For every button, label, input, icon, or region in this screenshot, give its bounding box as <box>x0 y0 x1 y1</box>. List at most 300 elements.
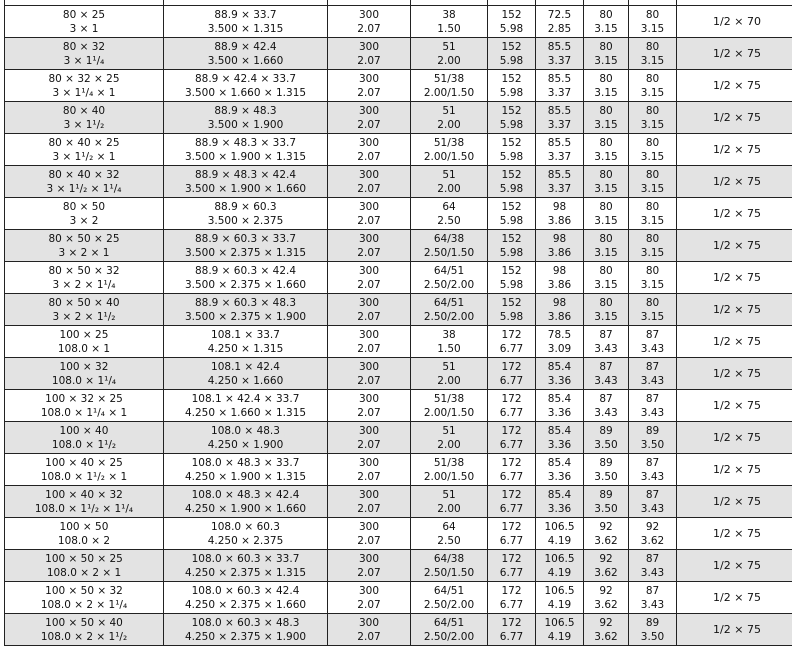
dimension-a-cell <box>536 262 584 294</box>
pressure-cell <box>328 518 411 550</box>
cell-value: 3.43 <box>640 470 665 483</box>
cell-value: 1/2 × 75 <box>713 142 761 156</box>
cell-value: 6.77 <box>499 534 524 547</box>
dimension-a-cell <box>536 38 584 70</box>
cell-value: 6.77 <box>499 342 524 355</box>
cell-value: 6.77 <box>499 438 524 451</box>
cell-value: 51/38 <box>433 456 465 469</box>
cell-value: 89 <box>599 424 613 437</box>
cell-value: 2.07 <box>357 214 381 227</box>
cell-value: 2.07 <box>357 246 381 259</box>
cell-value: 2.00 <box>437 438 461 451</box>
pressure-cell <box>328 262 411 294</box>
cell-value: 1/2 × 75 <box>713 398 761 412</box>
cell-value: 85.4 <box>547 488 572 501</box>
dimension-b-cell <box>584 6 629 38</box>
cell-value: 1/2 × 75 <box>713 78 761 92</box>
cell-value: 300 <box>358 40 380 53</box>
cell-value: 2.07 <box>357 598 381 611</box>
cell-value: 300 <box>358 424 380 437</box>
cell-value: 2.07 <box>357 118 381 131</box>
cell-value: 85.5 <box>547 40 572 53</box>
cell-value: 92 <box>645 520 660 533</box>
cell-value: 2.07 <box>357 342 381 355</box>
cell-value: 3.43 <box>640 342 665 355</box>
nominal-size-cell <box>5 518 164 550</box>
table-row <box>5 326 792 358</box>
cell-value: 3 × 1¹/₂ × 1¹/₄ <box>46 182 122 195</box>
cell-value: 98 <box>552 264 567 277</box>
cell-value: 2.50/1.50 <box>423 566 475 579</box>
cell-value: 1/2 × 75 <box>713 622 761 636</box>
thickness-cell <box>411 582 488 614</box>
outside-diameter-cell <box>164 230 328 262</box>
pressure-cell <box>328 38 411 70</box>
bolt-size-cell <box>677 134 792 166</box>
cell-value: 64 <box>442 520 456 533</box>
nominal-size-cell <box>5 6 164 38</box>
thickness-cell <box>411 358 488 390</box>
cell-value: 2.07 <box>357 566 381 579</box>
thickness-cell <box>411 166 488 198</box>
cell-value: 88.9 × 33.7 <box>214 8 277 21</box>
cell-value: 80 <box>599 232 613 245</box>
cell-value: 80 <box>645 200 660 213</box>
cell-value: 6.77 <box>499 566 524 579</box>
cell-value: 3.43 <box>640 502 665 515</box>
cell-value: 100 × 32 × 25 <box>45 392 123 405</box>
cell-value: 172 <box>501 616 522 629</box>
cell-value: 88.9 × 60.3 <box>214 200 277 213</box>
cell-value: 2.00 <box>437 374 461 387</box>
pressure-cell <box>328 326 411 358</box>
cell-value: 3.86 <box>547 278 572 291</box>
cell-value: 4.19 <box>547 630 572 643</box>
cell-value: 100 × 50 × 32 <box>45 584 123 597</box>
length-cell <box>488 70 536 102</box>
bolt-size-cell <box>677 166 792 198</box>
length-cell <box>488 134 536 166</box>
cell-value: 3.15 <box>594 246 618 259</box>
cell-value: 3.37 <box>547 54 572 67</box>
cell-value: 88.9 × 42.4 × 33.7 <box>194 72 297 85</box>
cell-value: 2.00/1.50 <box>423 470 475 483</box>
cell-value: 5.98 <box>499 278 524 291</box>
bolt-size-cell <box>677 614 792 646</box>
cell-value: 80 <box>645 104 660 117</box>
cell-value: 100 × 40 × 32 <box>45 488 123 501</box>
thickness-cell <box>411 70 488 102</box>
cell-value: 4.19 <box>547 534 572 547</box>
cell-value: 3.500 × 1.900 × 1.660 <box>184 182 307 195</box>
cell-value: 3 × 1 <box>69 22 99 35</box>
cell-value: 172 <box>501 360 522 373</box>
cell-value: 3.36 <box>547 470 572 483</box>
cell-value: 2.07 <box>357 54 381 67</box>
cell-value: 80 × 40 <box>62 104 106 117</box>
length-cell <box>488 550 536 582</box>
pressure-cell <box>328 358 411 390</box>
cell-value: 3.15 <box>594 310 618 323</box>
cell-value: 300 <box>358 264 380 277</box>
nominal-size-cell <box>5 422 164 454</box>
cell-value: 80 <box>599 200 613 213</box>
cell-value: 172 <box>501 328 522 341</box>
cell-value: 3.500 × 2.375 × 1.315 <box>184 246 307 259</box>
cell-value: 1/2 × 75 <box>713 590 761 604</box>
cell-value: 80 <box>599 40 613 53</box>
length-cell <box>488 486 536 518</box>
length-cell <box>488 102 536 134</box>
cell-value: 72.5 <box>547 8 572 21</box>
cell-value: 6.77 <box>499 502 524 515</box>
dimension-a-cell <box>536 582 584 614</box>
cell-value: 51 <box>442 424 456 437</box>
cell-value: 2.50/2.00 <box>423 598 475 611</box>
cell-value: 108.1 × 33.7 <box>211 328 280 341</box>
cell-value: 2.07 <box>357 502 381 515</box>
dimension-c-cell <box>629 102 677 134</box>
cell-value: 108.0 × 60.3 × 42.4 <box>191 584 300 597</box>
cell-value: 64/51 <box>433 616 465 629</box>
cell-value: 300 <box>358 136 380 149</box>
table-row <box>5 102 792 134</box>
table-row <box>5 422 792 454</box>
cell-value: 5.98 <box>499 150 524 163</box>
cell-value: 85.4 <box>547 424 572 437</box>
cell-value: 51 <box>442 488 456 501</box>
length-cell <box>488 614 536 646</box>
length-cell <box>488 166 536 198</box>
dimension-a-cell <box>536 614 584 646</box>
cell-value: 3.43 <box>640 406 665 419</box>
dimension-b-cell <box>584 294 629 326</box>
cell-value: 3.15 <box>640 310 665 323</box>
outside-diameter-cell <box>164 134 328 166</box>
cell-value: 64/51 <box>433 296 465 309</box>
cell-value: 64/38 <box>433 552 465 565</box>
nominal-size-cell <box>5 134 164 166</box>
cell-value: 108.0 × 1¹/₂ <box>51 438 117 451</box>
dimension-a-cell <box>536 6 584 38</box>
table-row <box>5 358 792 390</box>
cell-value: 3.62 <box>594 630 618 643</box>
cell-value: 108.0 × 60.3 × 33.7 <box>191 552 300 565</box>
cell-value: 3.15 <box>640 150 665 163</box>
cell-value: 51 <box>442 360 456 373</box>
cell-value: 80 <box>599 296 613 309</box>
cell-value: 3.62 <box>594 534 618 547</box>
cell-value: 152 <box>501 168 522 181</box>
cell-value: 108.0 × 48.3 <box>211 424 280 437</box>
thickness-cell <box>411 614 488 646</box>
cell-value: 152 <box>501 40 522 53</box>
cell-value: 1/2 × 75 <box>713 334 761 348</box>
cell-value: 92 <box>599 584 613 597</box>
outside-diameter-cell <box>164 102 328 134</box>
cell-value: 80 <box>599 264 613 277</box>
length-cell <box>488 390 536 422</box>
cell-value: 1.50 <box>437 342 461 355</box>
outside-diameter-cell <box>164 38 328 70</box>
length-cell <box>488 6 536 38</box>
cell-value: 108.0 × 1 <box>57 342 111 355</box>
cell-value: 300 <box>358 104 380 117</box>
table-row <box>5 582 792 614</box>
dimension-a-cell <box>536 166 584 198</box>
cell-value: 88.9 × 60.3 × 48.3 <box>194 296 297 309</box>
dimension-b-cell <box>584 230 629 262</box>
nominal-size-cell <box>5 70 164 102</box>
cell-value: 6.77 <box>499 630 524 643</box>
cell-value: 300 <box>358 584 380 597</box>
cell-value: 2.00 <box>437 182 461 195</box>
dimension-b-cell <box>584 358 629 390</box>
cell-value: 3.36 <box>547 406 572 419</box>
cell-value: 108.0 × 1¹/₄ <box>51 374 117 387</box>
pressure-cell <box>328 198 411 230</box>
cell-value: 80 × 32 × 25 <box>48 72 120 85</box>
dimension-a-cell <box>536 358 584 390</box>
cell-value: 108.0 × 2 × 1¹/₂ <box>40 630 128 643</box>
outside-diameter-cell <box>164 422 328 454</box>
cell-value: 64/51 <box>433 584 465 597</box>
cell-value: 89 <box>599 456 613 469</box>
bolt-size-cell <box>677 102 792 134</box>
cell-value: 108.0 × 2 × 1¹/₄ <box>40 598 128 611</box>
dimension-b-cell <box>584 390 629 422</box>
cell-value: 108.0 × 60.3 <box>211 520 280 533</box>
dimension-c-cell <box>629 198 677 230</box>
outside-diameter-cell <box>164 454 328 486</box>
cell-value: 3.15 <box>594 22 618 35</box>
bolt-size-cell <box>677 518 792 550</box>
dimension-c-cell <box>629 550 677 582</box>
dimension-c-cell <box>629 6 677 38</box>
cell-value: 87 <box>645 584 660 597</box>
cell-value: 80 <box>599 8 613 21</box>
cell-value: 2.50 <box>437 214 461 227</box>
cell-value: 1/2 × 75 <box>713 174 761 188</box>
outside-diameter-cell <box>164 6 328 38</box>
outside-diameter-cell <box>164 262 328 294</box>
cell-value: 3.37 <box>547 150 572 163</box>
bolt-size-cell <box>677 294 792 326</box>
cell-value: 106.5 <box>544 584 575 597</box>
cell-value: 2.07 <box>357 630 381 643</box>
cell-value: 51 <box>442 168 456 181</box>
cell-value: 85.4 <box>547 456 572 469</box>
cell-value: 152 <box>501 200 522 213</box>
cell-value: 3.62 <box>640 534 665 547</box>
cell-value: 4.250 × 1.315 <box>207 342 284 355</box>
cell-value: 5.98 <box>499 22 524 35</box>
cell-value: 87 <box>645 392 660 405</box>
cell-value: 1/2 × 75 <box>713 526 761 540</box>
cell-value: 3 × 1¹/₂ × 1 <box>52 150 116 163</box>
cell-value: 80 <box>645 168 660 181</box>
pressure-cell <box>328 582 411 614</box>
cell-value: 80 × 50 <box>62 200 106 213</box>
dimension-c-cell <box>629 230 677 262</box>
cell-value: 51/38 <box>433 72 465 85</box>
table-row <box>5 166 792 198</box>
nominal-size-cell <box>5 38 164 70</box>
cell-value: 80 <box>645 296 660 309</box>
length-cell <box>488 38 536 70</box>
cell-value: 80 <box>645 8 660 21</box>
cell-value: 38 <box>442 8 456 21</box>
cell-value: 6.77 <box>499 598 524 611</box>
pressure-cell <box>328 102 411 134</box>
thickness-cell <box>411 454 488 486</box>
cell-value: 3.09 <box>547 342 572 355</box>
cell-value: 1/2 × 75 <box>713 462 761 476</box>
outside-diameter-cell <box>164 358 328 390</box>
cell-value: 3 × 2 × 1¹/₂ <box>52 310 116 323</box>
cell-value: 2.07 <box>357 310 381 323</box>
nominal-size-cell <box>5 614 164 646</box>
cell-value: 2.50/1.50 <box>423 246 475 259</box>
cell-value: 88.9 × 48.3 × 42.4 <box>194 168 297 181</box>
dimension-a-cell <box>536 550 584 582</box>
bolt-size-cell <box>677 358 792 390</box>
cell-value: 80 <box>645 72 660 85</box>
cell-value: 4.250 × 1.900 × 1.660 <box>184 502 307 515</box>
cell-value: 98 <box>552 200 567 213</box>
cell-value: 88.9 × 60.3 × 33.7 <box>194 232 297 245</box>
cell-value: 3.43 <box>640 566 665 579</box>
dimension-b-cell <box>584 166 629 198</box>
cell-value: 3.43 <box>594 406 618 419</box>
cell-value: 98 <box>552 296 567 309</box>
cell-value: 3.50 <box>594 470 618 483</box>
table-row <box>5 198 792 230</box>
cell-value: 4.250 × 2.375 × 1.900 <box>184 630 307 643</box>
cell-value: 172 <box>501 424 522 437</box>
cell-value: 88.9 × 48.3 × 33.7 <box>194 136 297 149</box>
cell-value: 2.07 <box>357 406 381 419</box>
cell-value: 3.15 <box>640 278 665 291</box>
cell-value: 3.37 <box>547 118 572 131</box>
cell-value: 80 <box>645 264 660 277</box>
nominal-size-cell <box>5 230 164 262</box>
outside-diameter-cell <box>164 294 328 326</box>
length-cell <box>488 518 536 550</box>
cell-value: 152 <box>501 136 522 149</box>
cell-value: 3.36 <box>547 374 572 387</box>
cell-value: 64/51 <box>433 264 465 277</box>
thickness-cell <box>411 326 488 358</box>
cell-value: 172 <box>501 488 522 501</box>
cell-value: 300 <box>358 328 380 341</box>
cell-value: 80 × 50 × 32 <box>48 264 120 277</box>
cell-value: 100 × 50 × 25 <box>45 552 123 565</box>
dimension-b-cell <box>584 262 629 294</box>
cell-value: 300 <box>358 168 380 181</box>
cell-value: 106.5 <box>544 520 575 533</box>
cell-value: 87 <box>599 392 613 405</box>
cell-value: 3.86 <box>547 214 572 227</box>
cell-value: 80 × 50 × 25 <box>48 232 120 245</box>
cell-value: 80 <box>645 232 660 245</box>
cell-value: 3.43 <box>594 342 618 355</box>
cell-value: 100 × 40 × 25 <box>45 456 123 469</box>
cell-value: 108.0 × 2 <box>57 534 111 547</box>
cell-value: 80 × 40 × 32 <box>48 168 120 181</box>
dimension-a-cell <box>536 230 584 262</box>
pressure-cell <box>328 614 411 646</box>
dimension-a-cell <box>536 454 584 486</box>
thickness-cell <box>411 390 488 422</box>
bolt-size-cell <box>677 198 792 230</box>
dimension-c-cell <box>629 390 677 422</box>
cell-value: 300 <box>358 296 380 309</box>
length-cell <box>488 294 536 326</box>
pressure-cell <box>328 486 411 518</box>
cell-value: 1.50 <box>437 22 461 35</box>
cell-value: 51/38 <box>433 392 465 405</box>
cell-value: 2.07 <box>357 278 381 291</box>
thickness-cell <box>411 134 488 166</box>
cell-value: 5.98 <box>499 246 524 259</box>
cell-value: 172 <box>501 584 522 597</box>
bolt-size-cell <box>677 550 792 582</box>
dimension-a-cell <box>536 422 584 454</box>
cell-value: 108.0 × 1¹/₂ × 1 <box>40 470 128 483</box>
cell-value: 88.9 × 42.4 <box>214 40 277 53</box>
cell-value: 300 <box>358 456 380 469</box>
length-cell <box>488 358 536 390</box>
cell-value: 3.43 <box>640 374 665 387</box>
cell-value: 3 × 1¹/₄ × 1 <box>52 86 116 99</box>
cell-value: 108.0 × 1¹/₂ × 1¹/₄ <box>34 502 134 515</box>
pressure-cell <box>328 134 411 166</box>
outside-diameter-cell <box>164 390 328 422</box>
nominal-size-cell <box>5 326 164 358</box>
bolt-size-cell <box>677 454 792 486</box>
dimension-b-cell <box>584 454 629 486</box>
cell-value: 3.43 <box>594 374 618 387</box>
dimension-c-cell <box>629 582 677 614</box>
cell-value: 87 <box>599 360 613 373</box>
cell-value: 1/2 × 75 <box>713 238 761 252</box>
nominal-size-cell <box>5 550 164 582</box>
nominal-size-cell <box>5 486 164 518</box>
pressure-cell <box>328 70 411 102</box>
dimension-b-cell <box>584 70 629 102</box>
cell-value: 1/2 × 75 <box>713 270 761 284</box>
cell-value: 172 <box>501 520 522 533</box>
cell-value: 108.0 × 48.3 × 33.7 <box>191 456 300 469</box>
cell-value: 87 <box>599 328 613 341</box>
cell-value: 3.86 <box>547 246 572 259</box>
cell-value: 2.07 <box>357 22 381 35</box>
cell-value: 80 × 32 <box>62 40 106 53</box>
cell-value: 2.00 <box>437 502 461 515</box>
outside-diameter-cell <box>164 486 328 518</box>
dimension-b-cell <box>584 486 629 518</box>
bolt-size-cell <box>677 38 792 70</box>
cell-value: 80 <box>645 40 660 53</box>
dimension-b-cell <box>584 38 629 70</box>
cell-value: 64/38 <box>433 232 465 245</box>
cell-value: 80 <box>599 104 613 117</box>
cell-value: 3.500 × 1.660 × 1.315 <box>184 86 307 99</box>
cell-value: 3.15 <box>640 118 665 131</box>
cell-value: 80 <box>599 72 613 85</box>
dimension-c-cell <box>629 262 677 294</box>
